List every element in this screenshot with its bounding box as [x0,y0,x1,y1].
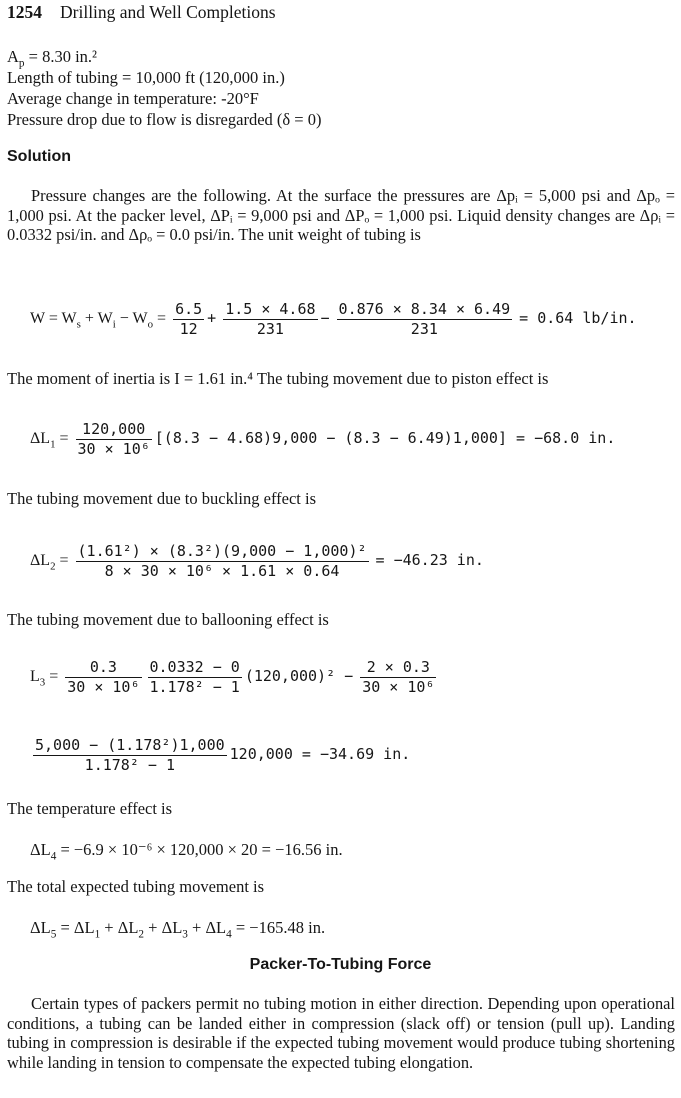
equation-temperature-effect: $\Delta L_4 = -6.9 \times 10^{-6} \times 120,000 \times 20 = -16.56$ in. [30,840,343,863]
ballooning-text: The tubing movement due to ballooning effect is [7,610,329,629]
solution-heading: Solution [7,148,71,165]
given-length: Length of tubing = 10,000 ft (120,000 in.) [7,68,285,87]
temperature-effect-text: The temperature effect is [7,799,173,818]
equation-ballooning-line2: $\frac{\text{5,000 − (1.178²)1,000}}{\text{1.178² − 1}}$ 120,000 = −34.69 in. [35,736,411,774]
solution-paragraph: Pressure changes are the following. At the surface the pressures are Δpᵢ = 5,000 psi and Δpₒ = 1,000 psi. At the packer level, ΔPᵢ = 9,000 psi and ΔPₒ = 1,000 psi. Liquid density changes are Δρᵢ = 0.0332 psi/in. and Δρₒ = 0.0 psi/in. The unit weight of tubing is [7,186,675,245]
equation-buckling-effect: $\Delta L_2$ = $\frac{\text{(1.61²) × (8.3²)(9,000 − 1,000)²}}{\text{8 × 30 × 10⁶ × 1.61 × 0.64}}$ = −46.23 in. [30,542,484,580]
equation-ballooning-line1: $L_3$ = $\frac{0.3}{\text{30 × 10⁶}}$ $\frac{0.0332 - 0}{\text{1.178² − 1}}$ (120,000)² − $\frac{2 \times 0.3}{\text{30 × 10⁶}}$ [30,658,435,696]
packer-paragraph: Certain types of packers permit no tubing motion in either direction. Depending upon operational conditions, a tubing can be landed either in compression (slack off) or tension (pull up). Landing tubing in compression is desirable if the expected tubing movement would produce tubing shortening while landing in tension to compensate the expected tubing elongation. [7,994,675,1072]
given-temperature: Average change in temperature: -20°F [7,89,259,108]
running-title: Drilling and Well Completions [60,2,276,22]
total-movement-text: The total expected tubing movement is [7,877,265,896]
given-pressure-drop: Pressure drop due to flow is disregarded (δ = 0) [7,110,322,129]
given-area: $A_p = 8.30$ in.² [7,47,97,70]
equation-total-movement: $\Delta L_5 = \Delta L_1 + \Delta L_2 + \Delta L_3 + \Delta L_4 = -165.48$ in. [30,918,326,941]
buckling-text: The tubing movement due to buckling effect is [7,489,316,508]
packer-to-tubing-heading: Packer-To-Tubing Force [249,956,432,973]
equation-unit-weight: $W = W_s + W_i - W_o$ = $\frac{6.5}{12}$ + $\frac{1.5 \times 4.68}{231}$ − $\frac{0.876 \times 8.34 \times 6.49}{231}$ = 0.64 lb/in. [30,300,637,338]
equation-piston-effect: $\Delta L_1$ = $\frac{120,000}{\text{30 × 10⁶}}$ [(8.3 − 4.68)9,000 − (8.3 − 6.49)1,000] = −68.0 in. [30,420,616,458]
moment-of-inertia-text: The moment of inertia is I = 1.61 in.⁴ The tubing movement due to piston effect is [7,369,549,388]
page-number: 1254 [7,2,42,22]
running-header [7,2,276,23]
